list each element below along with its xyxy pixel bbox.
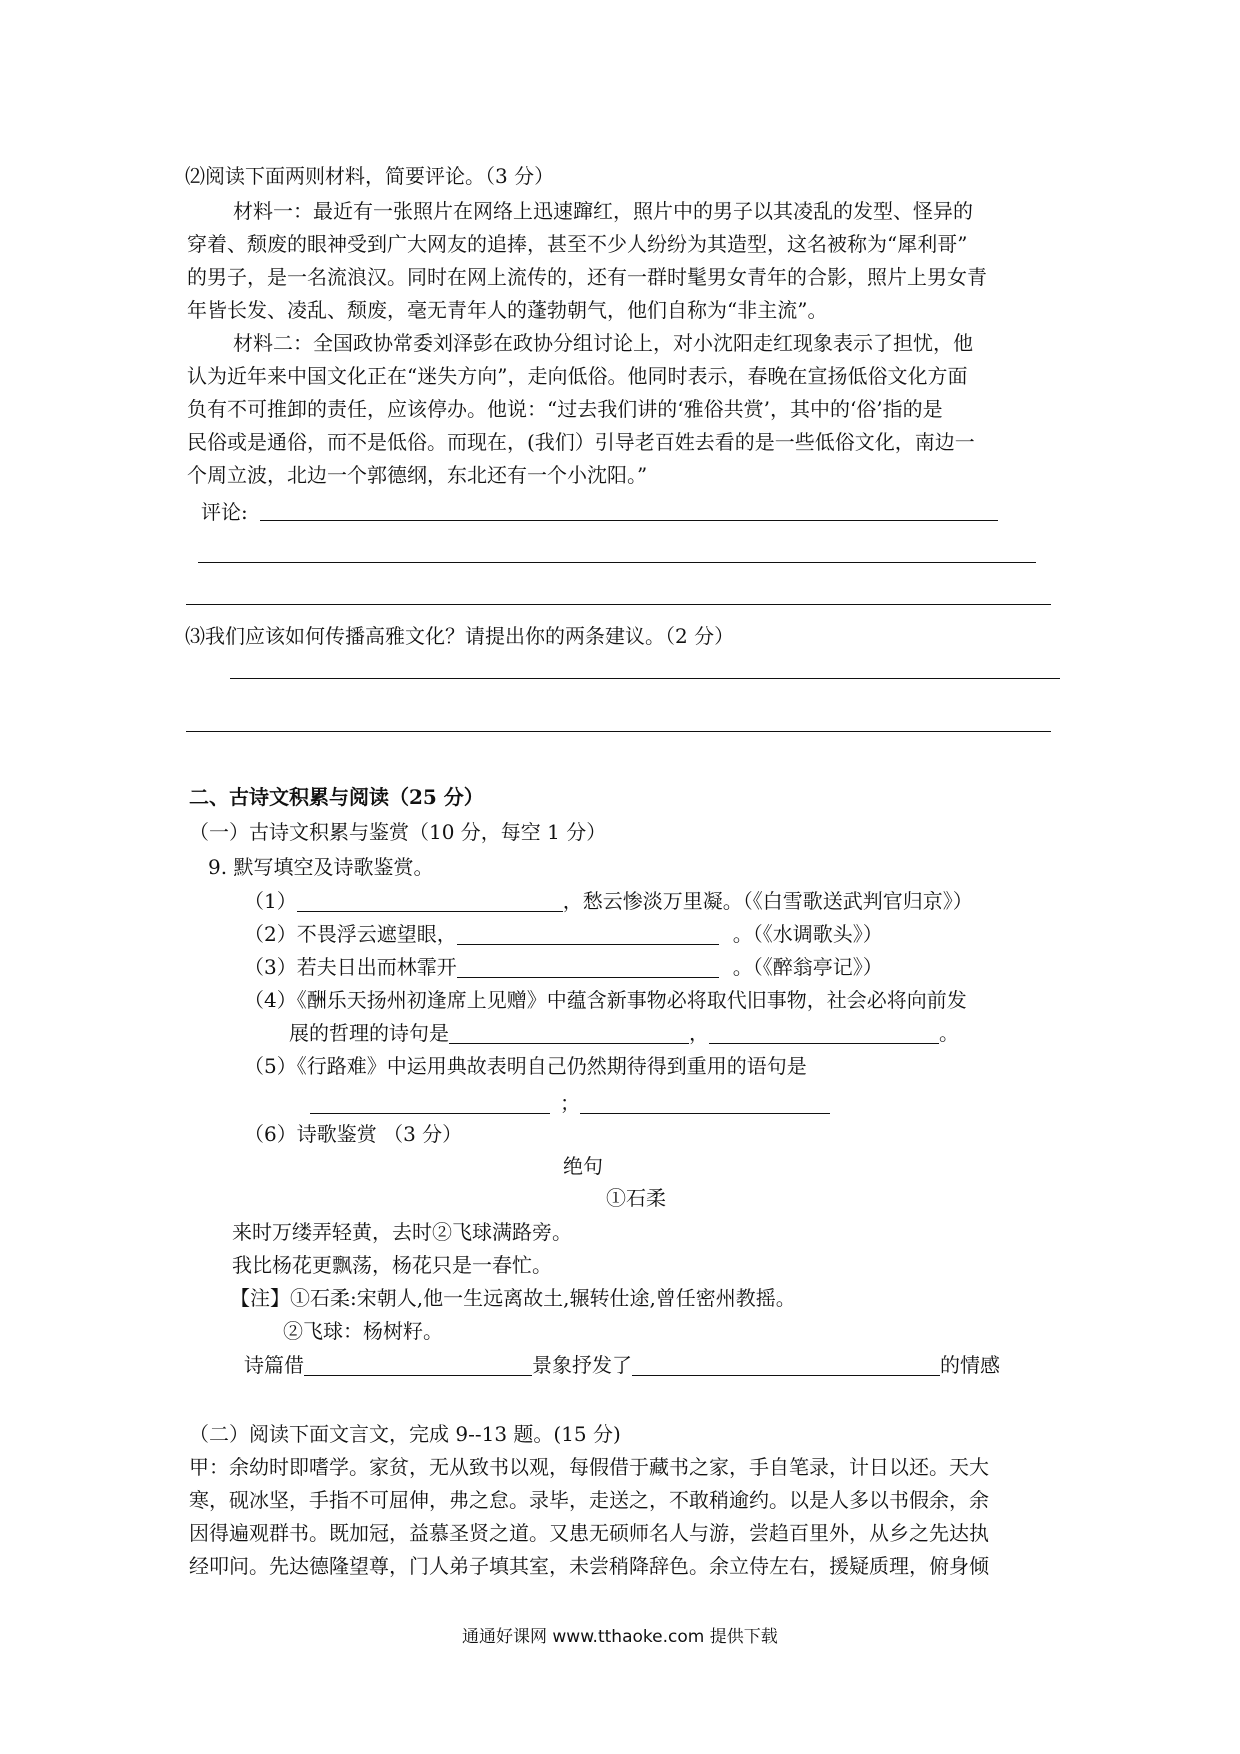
material1-line: 材料一：最近有一张照片在网络上迅速蹿红，照片中的男子以其凌乱的发型、怪异的 xyxy=(233,199,973,223)
comment-label: 评论: xyxy=(201,500,248,524)
material2-line: 民俗或是通俗，而不是低俗。而现在，(我们）引导老百姓去看的是一些低俗文化，南边一 xyxy=(187,430,975,454)
item-text: 景象抒发了 xyxy=(532,1353,632,1377)
fill-item-2 xyxy=(244,920,883,948)
answer-blank[interactable] xyxy=(709,1021,939,1044)
item-text: 。 xyxy=(939,1021,959,1045)
appreciation-fill xyxy=(244,1351,1000,1379)
item-text: 展的哲理的诗句是 xyxy=(289,1021,449,1045)
answer-blank[interactable] xyxy=(457,955,719,978)
poem-author: ①石柔 xyxy=(606,1186,666,1210)
poetry-appreciation-title: （6）诗歌鉴赏 （3 分） xyxy=(244,1122,463,1146)
section2-title: 二、古诗文积累与阅读（25 分） xyxy=(189,785,484,809)
page-footer: 通通好课网 www.tthaoke.com 提供下载 xyxy=(462,1627,778,1647)
item-text: ，愁云惨淡万里凝。（《白雪歌送武判官归京》） xyxy=(562,889,973,913)
poem-note-2: ②飞球：杨树籽。 xyxy=(283,1319,443,1343)
suggestion-answer-line[interactable] xyxy=(186,731,1051,732)
subsection1-title: （一）古诗文积累与鉴赏（10 分，每空 1 分） xyxy=(189,820,607,844)
note-text: ①石柔:宋朝人,他一生远离故土,辗转仕途,曾任密州教摇。 xyxy=(290,1286,796,1310)
fill-item-4-line2 xyxy=(289,1019,959,1047)
material2-line: 材料二：全国政协常委刘泽彭在政协分组讨论上，对小沈阳走红现象表示了担忧，他 xyxy=(233,331,973,355)
item-text: ； xyxy=(560,1091,580,1115)
fill-item-5-line1: （5）《行路难》中运用典故表明自己仍然期待得到重用的语句是 xyxy=(244,1054,807,1078)
passage-line: 甲：余幼时即嗜学。家贫，无从致书以观，每假借于藏书之家，手自笔录，计日以还。天大 xyxy=(189,1455,989,1479)
answer-blank[interactable] xyxy=(580,1091,830,1114)
item-text: 的情感 xyxy=(940,1353,1000,1377)
poem-title: 绝句 xyxy=(563,1154,603,1178)
fill-item-5-line2 xyxy=(310,1089,830,1117)
material2-line: 认为近年来中国文化正在“迷失方向”，走向低俗。他同时表示，春晚在宣扬低俗文化方面 xyxy=(187,364,968,388)
item-text: 。（《水调歌头》） xyxy=(732,922,883,946)
material1-line: 穿着、颓废的眼神受到广大网友的追捧，甚至不少人纷纷为其造型，这名被称为“犀利哥” xyxy=(187,232,968,256)
material1-line: 的男子，是一名流浪汉。同时在网上流传的，还有一群时髦男女青年的合影，照片上男女青 xyxy=(187,265,987,289)
question9-title: 9. 默写填空及诗歌鉴赏。 xyxy=(208,855,434,879)
answer-blank[interactable] xyxy=(457,922,719,945)
answer-blank[interactable] xyxy=(632,1353,940,1376)
fill-item-1 xyxy=(244,887,973,915)
material2-line: 个周立波，北边一个郭德纲，东北还有一个小沈阳。” xyxy=(187,463,648,487)
note-label: 【注】 xyxy=(230,1286,290,1310)
answer-blank[interactable] xyxy=(310,1091,550,1114)
item-text: （2）不畏浮云遮望眼， xyxy=(244,922,457,946)
answer-blank[interactable] xyxy=(304,1353,532,1376)
comment-answer-line[interactable] xyxy=(198,562,1036,563)
passage-line: 寒，砚冰坚，手指不可屈伸，弗之怠。录毕，走送之，不敢稍逾约。以是人多以书假余，余 xyxy=(189,1488,989,1512)
poem-line: 我比杨花更飘荡，杨花只是一春忙。 xyxy=(232,1253,552,1277)
item-number: （1） xyxy=(244,889,297,913)
answer-blank[interactable] xyxy=(449,1021,689,1044)
item-text: 诗篇借 xyxy=(244,1353,304,1377)
comment-answer-line[interactable] xyxy=(186,604,1051,605)
q3-prompt: ⑶我们应该如何传播高雅文化？请提出你的两条建议。（2 分） xyxy=(185,624,735,648)
item-text: ， xyxy=(689,1021,709,1045)
item-text: 。（《醉翁亭记》） xyxy=(732,955,883,979)
suggestion-answer-line[interactable] xyxy=(230,678,1060,679)
answer-blank[interactable] xyxy=(297,889,563,912)
comment-answer-line[interactable] xyxy=(260,520,998,521)
fill-item-4-line1: （4）《酬乐天扬州初逢席上见赠》中蕴含新事物必将取代旧事物，社会必将向前发 xyxy=(244,988,967,1012)
fill-item-3 xyxy=(244,953,883,981)
material2-line: 负有不可推卸的责任，应该停办。他说：“过去我们讲的‘雅俗共赏’，其中的‘俗’指的是 xyxy=(187,397,943,421)
poem-note-1 xyxy=(230,1284,796,1312)
passage-line: 因得遍观群书。既加冠，益慕圣贤之道。又患无硕师名人与游，尝趋百里外，从乡之先达执 xyxy=(189,1521,989,1545)
passage-line: 经叩问。先达德隆望尊，门人弟子填其室，未尝稍降辞色。余立侍左右，援疑质理，俯身倾 xyxy=(189,1554,989,1578)
poem-line: 来时万缕弄轻黄，去时②飞球满路旁。 xyxy=(232,1220,572,1244)
item-text: （3）若夫日出而林霏开 xyxy=(244,955,457,979)
material1-line: 年皆长发、凌乱、颓废，毫无青年人的蓬勃朝气，他们自称为“非主流”。 xyxy=(187,298,828,322)
subsection2-title: （二）阅读下面文言文，完成 9--13 题。(15 分) xyxy=(189,1422,621,1446)
q2-prompt: ⑵阅读下面两则材料，简要评论。（3 分） xyxy=(185,164,555,188)
